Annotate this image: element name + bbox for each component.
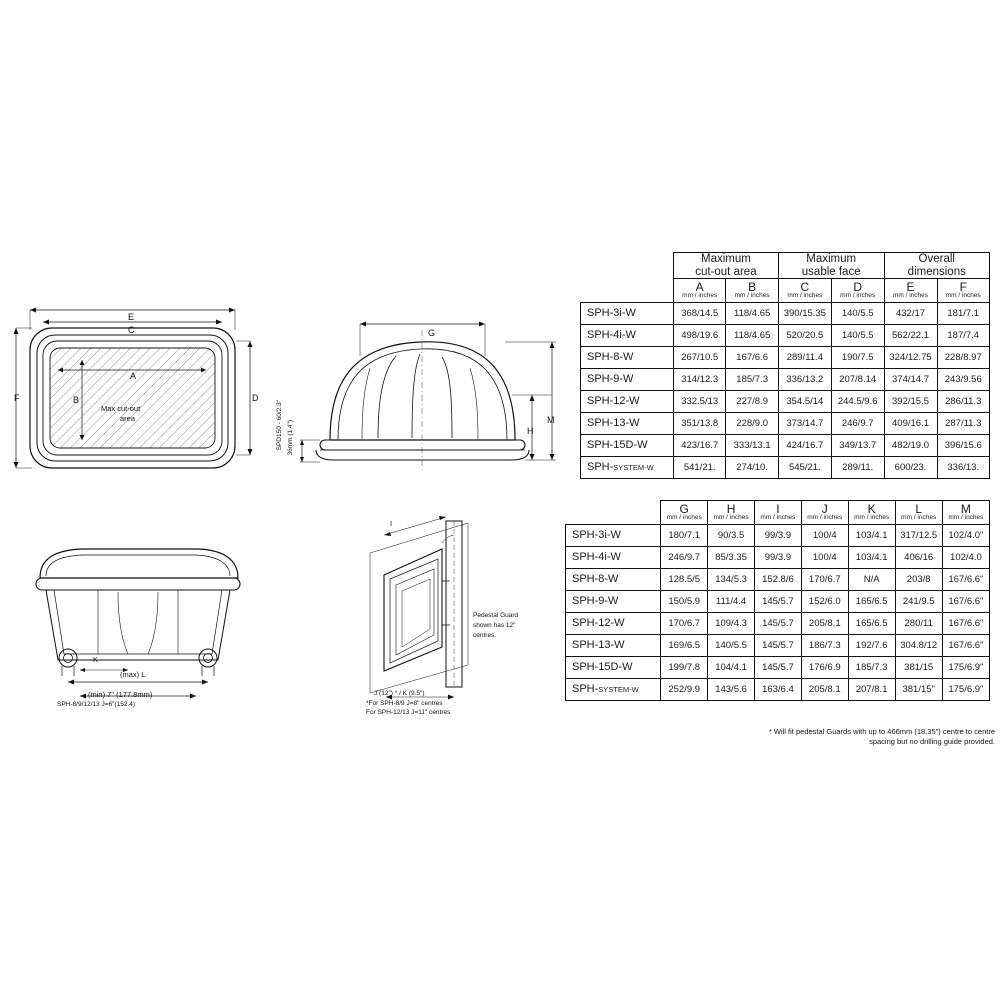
column-unit: mm / inches [854, 514, 890, 521]
table-row [581, 456, 990, 478]
column-header-K [848, 501, 895, 525]
table-row [566, 590, 990, 612]
row-model [581, 456, 674, 478]
cell-J: 186/7.3 [801, 634, 848, 656]
row-model: SPH-8-W [566, 568, 661, 590]
column-header-M [942, 501, 989, 525]
cell-F: 187/7.4 [937, 324, 990, 346]
cell-M: 167/6.6" [942, 634, 989, 656]
cell-E: 409/16.1 [884, 412, 937, 434]
column-header-F [937, 279, 990, 303]
row-model [566, 678, 661, 700]
table-row [581, 302, 990, 324]
column-letter: D [853, 280, 863, 295]
row-model: SPH-8-W [581, 346, 674, 368]
table-row [566, 524, 990, 546]
cell-H: 143/5.6 [708, 678, 755, 700]
label-K: K [93, 655, 99, 664]
cell-C: 336/13.2 [778, 368, 831, 390]
cell-G: 180/7.1 [661, 524, 708, 546]
cell-B: 333/13.1 [726, 434, 778, 456]
row-model: SPH-9-W [566, 590, 661, 612]
table-row [581, 390, 990, 412]
cell-D: 246/9.7 [831, 412, 884, 434]
column-unit: mm / inches [787, 292, 823, 300]
cell-G: 128.5/5 [661, 568, 708, 590]
cell-A: 314/12.3 [673, 368, 725, 390]
cell-G: 246/9.7 [661, 546, 708, 568]
column-letter: L [915, 502, 923, 516]
column-unit: mm / inches [807, 514, 843, 521]
label-B: B [73, 395, 80, 405]
column-header-D [831, 279, 884, 303]
cutout-plan-drawing [10, 300, 280, 500]
cell-D: 190/7.5 [831, 346, 884, 368]
cell-L: 317/12.5 [895, 524, 942, 546]
cell-A: 498/19.6 [673, 324, 725, 346]
cell-A: 368/14.5 [673, 302, 725, 324]
row-model-sub: SYSTEM-W [598, 685, 639, 694]
cell-J: 170/6.7 [801, 568, 848, 590]
jk-note-2: *For SPH-8/9 J=8" centres [366, 700, 443, 707]
cell-D: 207/8.14 [831, 368, 884, 390]
row-model: SPH-3i-W [581, 302, 674, 324]
row-model: SPH-12-W [581, 390, 674, 412]
cell-M: 167/6.6" [942, 590, 989, 612]
max-cutout-label-line1: Max cut-out [101, 404, 141, 413]
cell-H: 134/5.3 [708, 568, 755, 590]
column-letter: M [960, 502, 971, 516]
cell-C: 520/20.5 [778, 324, 831, 346]
cell-D: 289/11. [831, 456, 884, 478]
cell-L: 304.8/12 [895, 634, 942, 656]
cell-I: 145/5.7 [754, 656, 801, 678]
column-letter: E [906, 280, 915, 295]
cell-K: 165/6.5 [848, 612, 895, 634]
cell-M: 175/6.9" [942, 678, 989, 700]
column-unit: mm / inches [892, 292, 929, 300]
cell-M: 167/6.6" [942, 612, 989, 634]
cell-K: 192/7.6 [848, 634, 895, 656]
rear-view-drawing [18, 540, 268, 710]
column-unit: mm / inches [901, 514, 937, 521]
cell-J: 100/4 [801, 546, 848, 568]
table-row [566, 546, 990, 568]
column-header-E [884, 279, 937, 303]
row-model-main: SPH- [587, 461, 614, 474]
cell-B: 274/10. [726, 456, 778, 478]
table-row [566, 678, 990, 700]
pedestal-note-2: shown has 12" [473, 622, 516, 629]
cell-M: 102/4.0 [942, 546, 989, 568]
cell-L: 203/8 [895, 568, 942, 590]
cell-F: 243/9.56 [937, 368, 990, 390]
column-letter: A [695, 280, 704, 295]
cell-H: 85/3.35 [708, 546, 755, 568]
cell-G: 150/5.9 [661, 590, 708, 612]
label-min-7: (min) 7" (177.8mm) [88, 690, 153, 699]
row-model-main: SPH- [572, 683, 599, 695]
cell-E: 562/22.1 [884, 324, 937, 346]
column-letter: C [800, 280, 810, 295]
cell-G: 199/7.8 [661, 656, 708, 678]
cell-B: 185/7.3 [726, 368, 778, 390]
group-header-line1: Maximum [806, 253, 857, 265]
cell-B: 228/9.0 [726, 412, 778, 434]
row-model: SPH-15D-W [566, 656, 661, 678]
cell-I: 145/5.7 [754, 612, 801, 634]
table-row [581, 324, 990, 346]
cell-H: 90/3.5 [708, 524, 755, 546]
column-header-G [661, 501, 708, 525]
label-E: E [128, 312, 135, 322]
cell-I: 145/5.7 [754, 590, 801, 612]
label-M: M [547, 415, 555, 425]
cell-H: 104/4.1 [708, 656, 755, 678]
cell-K: 103/4.1 [848, 524, 895, 546]
cell-M: 167/6.6" [942, 568, 989, 590]
cell-M: 102/4.0" [942, 524, 989, 546]
cell-L: 381/15 [895, 656, 942, 678]
cell-J: 152/6.0 [801, 590, 848, 612]
table-row [566, 612, 990, 634]
column-header-H [708, 501, 755, 525]
column-letter: I [776, 502, 780, 516]
column-unit: mm / inches [734, 292, 770, 300]
cell-A: 351/13.8 [673, 412, 725, 434]
cell-I: 99/3.9 [754, 546, 801, 568]
group-header-line1: Maximum [700, 253, 751, 265]
group-header-line2: cut-out area [695, 265, 757, 278]
group-header-line2: dimensions [907, 265, 966, 278]
cell-D: 244.5/9.6 [831, 390, 884, 412]
cell-M: 175/6.9" [942, 656, 989, 678]
label-H: H [527, 426, 534, 436]
column-letter: H [726, 502, 736, 516]
cell-C: 289/11.4 [778, 346, 831, 368]
cell-L: 241/9.5 [895, 590, 942, 612]
column-letter: G [679, 502, 689, 516]
jk-note-1: J (12") * / K (9.5") [374, 690, 425, 697]
row-model: SPH-12-W [566, 612, 661, 634]
cell-L: 406/16 [895, 546, 942, 568]
cell-H: 111/4.4 [708, 590, 755, 612]
row-model: SPH-9-W [581, 368, 674, 390]
cell-L: 280/11 [895, 612, 942, 634]
row-model: SPH-4i-W [566, 546, 661, 568]
row-model-sub: SYSTEM-W [613, 463, 654, 473]
cell-I: 145/5.7 [754, 634, 801, 656]
cell-J: 205/8.1 [801, 612, 848, 634]
cell-B: 118/4.65 [726, 324, 778, 346]
pedestal-note-3: centres. [473, 632, 497, 639]
cell-E: 392/15.5 [884, 390, 937, 412]
cell-A: 332.5/13 [673, 390, 725, 412]
column-header-C [778, 279, 831, 303]
table-row [566, 656, 990, 678]
label-C: C [128, 325, 135, 335]
cell-B: 167/6.6 [726, 346, 778, 368]
cell-L: 381/15" [895, 678, 942, 700]
cell-D: 140/5.5 [831, 302, 884, 324]
cell-I: 163/6.4 [754, 678, 801, 700]
table1-group-header-row [581, 253, 990, 279]
cell-H: 109/4.3 [708, 612, 755, 634]
cell-F: 181/7.1 [937, 302, 990, 324]
column-unit: mm / inches [760, 514, 796, 521]
cell-E: 600/23. [884, 456, 937, 478]
column-unit: mm / inches [713, 514, 749, 521]
label-thickness-note-1: 36mm (1.4") [287, 420, 294, 456]
cell-G: 252/9.9 [661, 678, 708, 700]
cell-E: 374/14.7 [884, 368, 937, 390]
table-row [581, 412, 990, 434]
cell-A: 541/21. [673, 456, 725, 478]
column-letter: F [959, 280, 967, 295]
label-I: I [390, 519, 393, 528]
cell-I: 152.8/6 [754, 568, 801, 590]
cell-K: 207/8.1 [848, 678, 895, 700]
column-unit: mm / inches [948, 514, 984, 521]
row-model: SPH-3i-W [566, 524, 661, 546]
cell-F: 396/15.6 [937, 434, 990, 456]
cell-F: 287/11.3 [937, 412, 990, 434]
table-row [581, 346, 990, 368]
cell-K: 185/7.3 [848, 656, 895, 678]
max-cutout-label-line2: area [120, 414, 136, 423]
cell-C: 390/15.35 [778, 302, 831, 324]
table-row [566, 634, 990, 656]
table2-column-header-row [566, 501, 990, 525]
column-header-J [801, 501, 848, 525]
cell-G: 170/6.7 [661, 612, 708, 634]
cell-E: 482/19.0 [884, 434, 937, 456]
column-unit: mm / inches [945, 292, 981, 300]
group-header-line1: Overall [918, 253, 955, 265]
table-row [581, 368, 990, 390]
label-model-centres: SPH-8/9/12/13 J=6"(152.4) [57, 701, 136, 708]
cell-A: 267/10.5 [673, 346, 725, 368]
group-header-line2: usable face [801, 265, 861, 278]
cell-F: 336/13. [937, 456, 990, 478]
cell-K: N/A [848, 568, 895, 590]
cell-E: 432/17 [884, 302, 937, 324]
cell-K: 103/4.1 [848, 546, 895, 568]
cell-B: 227/8.9 [726, 390, 778, 412]
label-F: F [14, 393, 20, 403]
cell-B: 118/4.65 [726, 302, 778, 324]
table-row [566, 568, 990, 590]
table-row [581, 434, 990, 456]
cell-I: 99/3.9 [754, 524, 801, 546]
cell-C: 545/21. [778, 456, 831, 478]
row-model: SPH-4i-W [581, 324, 674, 346]
cell-C: 354.5/14 [778, 390, 831, 412]
cell-G: 169/6.5 [661, 634, 708, 656]
column-unit: mm / inches [840, 292, 876, 300]
cell-J: 205/8.1 [801, 678, 848, 700]
group-header-max-cutout [673, 253, 778, 279]
cell-F: 228/8.97 [937, 346, 990, 368]
cell-C: 424/16.7 [778, 434, 831, 456]
column-unit: mm / inches [682, 292, 718, 300]
cell-J: 176/6.9 [801, 656, 848, 678]
cell-A: 423/16.7 [673, 434, 725, 456]
cell-D: 140/5.5 [831, 324, 884, 346]
row-model: SPH-15D-W [581, 434, 674, 456]
side-profile-drawing [350, 515, 550, 705]
row-model: SPH-13-W [581, 412, 674, 434]
jk-note-3: For SPH-12/13 J=11" centres [366, 709, 451, 716]
column-header-L [895, 501, 942, 525]
column-letter: K [867, 502, 876, 516]
label-max-L: (max) L [120, 670, 146, 679]
footnote-text: * Will fit pedestal Guards with up to 466mm (18.35") centre to centre spacing but no drilling guide provided. [768, 727, 995, 747]
column-unit: mm / inches [666, 514, 702, 521]
column-letter: B [748, 280, 757, 295]
column-header-B [726, 279, 778, 303]
cell-K: 165/6.5 [848, 590, 895, 612]
column-header-I [754, 501, 801, 525]
dimensions-table-1 [580, 252, 990, 479]
group-header-max-usable-face [778, 253, 884, 279]
group-header-overall-dimensions [884, 253, 989, 279]
label-D: D [252, 393, 259, 403]
cell-F: 286/11.3 [937, 390, 990, 412]
label-G: G [428, 328, 436, 338]
label-A: A [130, 371, 137, 381]
label-thickness-note-2: SPD150 - 60/2.3" [276, 400, 283, 451]
cell-H: 140/5.5 [708, 634, 755, 656]
cell-E: 324/12.75 [884, 346, 937, 368]
column-header-A [673, 279, 725, 303]
row-model: SPH-13-W [566, 634, 661, 656]
column-letter: J [821, 502, 828, 516]
cell-D: 349/13.7 [831, 434, 884, 456]
dimensions-table-2 [565, 500, 990, 701]
pedestal-note-1: Pedestal Guard [473, 612, 519, 619]
cell-J: 100/4 [801, 524, 848, 546]
cell-C: 373/14.7 [778, 412, 831, 434]
